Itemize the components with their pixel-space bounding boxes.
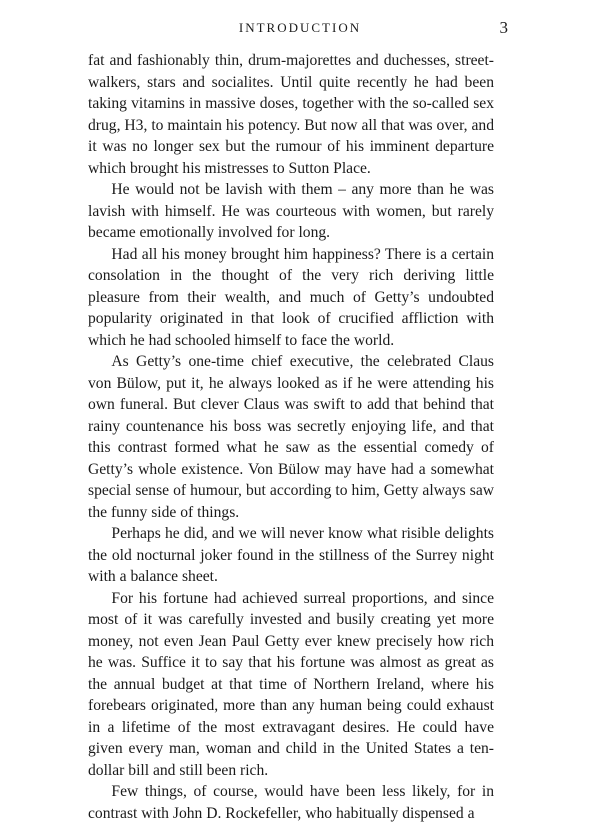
paragraph-4: As Getty’s one-time chief executive, the celebrated Claus von Bülow, put it, he always looked as if he were attending his own funeral. But clever Claus was swift to add that behind that rainy countenance his boss was secretly enjoying life, and that this contrast formed what he saw as the essential comedy of Getty’s whole existence. Von Bülow may have had a somewhat special sense of humour, but according to him, Getty always saw the funny side of things.	[88, 353, 494, 521]
chapter-title: INTRODUCTION	[238, 20, 362, 35]
paragraph-2: He would not be lavish with them – any more than he was lavish with himself. He was courteous with women, but rarely became emotionally involved for long.	[88, 181, 494, 241]
body-text	[88, 50, 494, 824]
paragraph-5: Perhaps he did, and we will never know what risible delights the old nocturnal joker found in the stillness of the Surrey night with a balance sheet.	[88, 525, 494, 585]
running-head	[0, 18, 600, 40]
page-number: 3	[499, 18, 508, 37]
paragraph-1: fat and fashionably thin, drum-majorettes and duchesses, street-walkers, stars and socialites. Until quite recently he had been taking vitamins in massive doses, together with the so-called sex drug, H3, to maintain his potency. But now all that was over, and it was no longer sex but the rumour of his imminent departure which brought his mistresses to Sutton Place.	[88, 52, 494, 177]
paragraph-3: Had all his money brought him happiness? There is a certain consolation in the thought of the very rich deriving little pleasure from their wealth, and much of Getty’s undoubted popularity originated in that look of crucified affliction with which he had schooled himself to face the world.	[88, 245, 494, 349]
paragraph-6: For his fortune had achieved surreal proportions, and since most of it was carefully invested and busily creating yet more money, not even Jean Paul Getty ever knew precisely how rich he was. Suffice it to say that his fortune was almost as great as the annual budget at that time of Northern Ireland, where his forebears originated, more than any human being could exhaust in a lifetime of the most extravagant desires. He could have given every man, woman and child in the United States a ten-dollar bill and still been rich.	[88, 589, 494, 779]
paragraph-7: Few things, of course, would have been less likely, for in contrast with John D. Rockefeller, who habitually dispensed a	[88, 783, 494, 822]
